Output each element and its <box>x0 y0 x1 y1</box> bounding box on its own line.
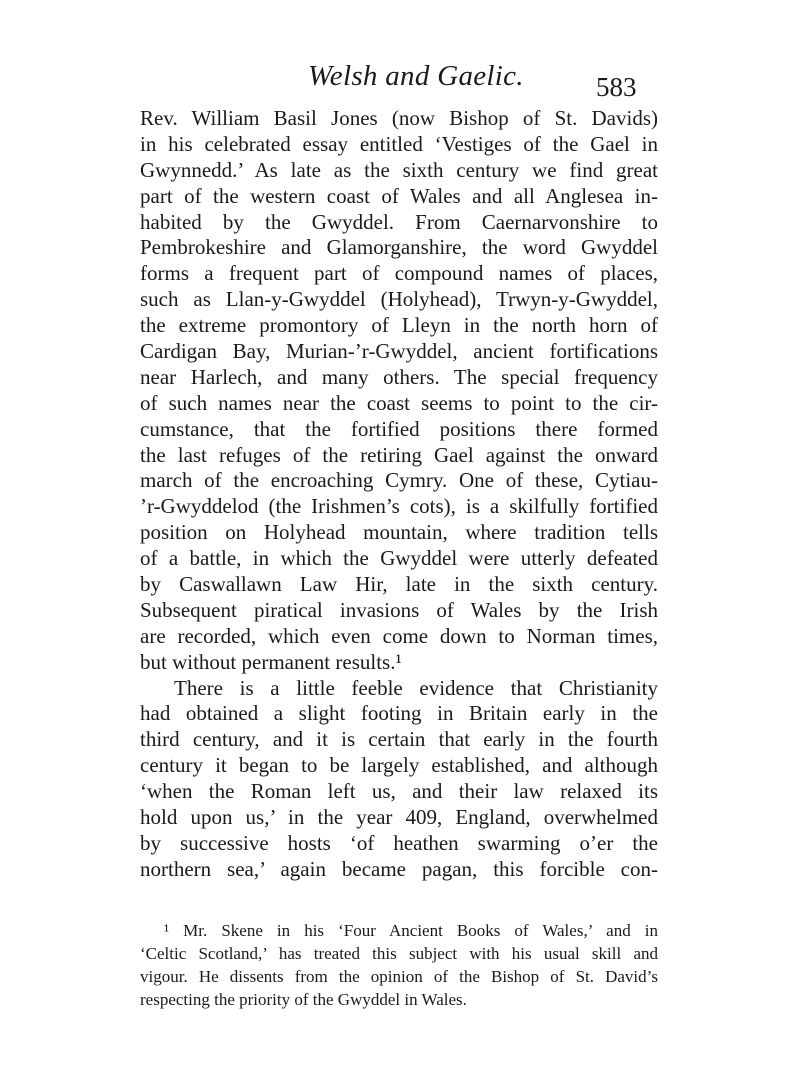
text-line: of such names near the coast seems to point to the cir- <box>140 390 658 415</box>
text-line: Rev. William Basil Jones (now Bishop of St. Davids) <box>140 106 658 130</box>
text-line: are recorded, which even come down to Norman times, <box>140 623 658 648</box>
text-line: Subsequent piratical invasions of Wales by the Irish <box>140 597 658 622</box>
footnote-line: vigour. He dissents from the opinion of the Bishop of St. David’s <box>140 967 658 986</box>
text-line: ’r-Gwyddelod (the Irishmen’s cots), is a skilfully fortified <box>140 494 658 519</box>
running-head <box>0 58 795 102</box>
footnote-line: ‘Celtic Scotland,’ has treated this subject with his usual skill and <box>140 944 658 963</box>
text-line: in his celebrated essay entitled ‘Vestiges of the Gael in <box>140 131 658 156</box>
text-line: hold upon us,’ in the year 409, England, overwhelmed <box>140 805 658 830</box>
text-line: Pembrokeshire and Glamorganshire, the word Gwyddel <box>140 235 658 260</box>
text-line: of a battle, in which the Gwyddel were utterly defeated <box>140 546 658 571</box>
page-number: 583 <box>596 72 637 102</box>
text-line: northern sea,’ again became pagan, this forcible con- <box>140 856 658 881</box>
text-line: by successive hosts ‘of heathen swarming o’er the <box>140 830 658 855</box>
text-line: Gwynnedd.’ As late as the sixth century we find great <box>140 157 658 182</box>
footnotes <box>140 919 658 1011</box>
footnote-line: respecting the priority of the Gwyddel in Wales. <box>140 990 467 1009</box>
text-line: ‘when the Roman left us, and their law relaxed its <box>140 779 658 804</box>
text-line: by Caswallawn Law Hir, late in the sixth century. <box>140 572 658 597</box>
text-line: habited by the Gwyddel. From Caernarvonshire to <box>140 209 658 234</box>
paragraph-start-line: There is a little feeble evidence that Christianity <box>174 675 658 700</box>
text-line: century it began to be largely established, and although <box>140 753 658 778</box>
text-line: part of the western coast of Wales and all Anglesea in- <box>140 183 658 208</box>
text-line: Cardigan Bay, Murian-’r-Gwyddel, ancient fortifications <box>140 339 658 364</box>
text-line: the extreme promontory of Lleyn in the north horn of <box>140 313 658 338</box>
footnote-line: ¹ Mr. Skene in his ‘Four Ancient Books of Wales,’ and in <box>164 921 658 940</box>
text-line: had obtained a slight footing in Britain early in the <box>140 701 658 726</box>
text-line: the last refuges of the retiring Gael against the onward <box>140 442 658 467</box>
text-line: position on Holyhead mountain, where tradition tells <box>140 520 658 545</box>
text-line: third century, and it is certain that early in the fourth <box>140 727 658 752</box>
text-line: march of the encroaching Cymry. One of these, Cytiau- <box>140 468 658 493</box>
text-line: forms a frequent part of compound names of places, <box>140 261 658 286</box>
body-text <box>140 106 658 883</box>
text-line: near Harlech, and many others. The special frequency <box>140 364 658 389</box>
text-line: cumstance, that the fortified positions there formed <box>140 416 658 441</box>
paragraph-end-line: but without permanent results.¹ <box>140 649 402 674</box>
text-line: such as Llan-y-Gwyddel (Holyhead), Trwyn-y-Gwyddel, <box>140 287 658 312</box>
running-title: Welsh and Gaelic. <box>308 60 524 92</box>
